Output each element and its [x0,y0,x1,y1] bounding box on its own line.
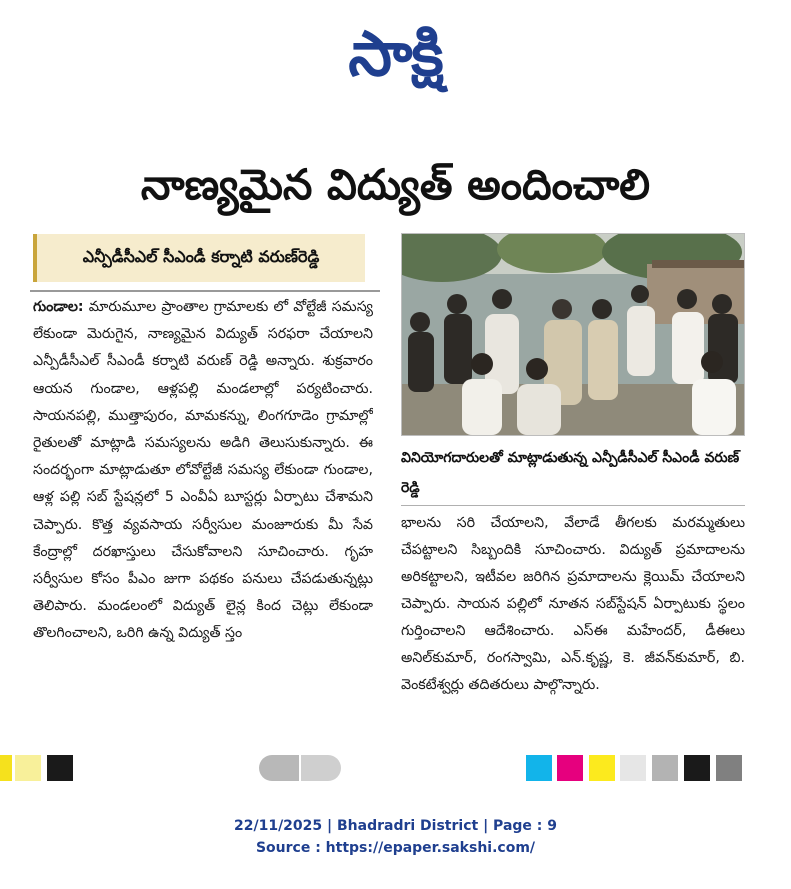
registration-swatch-black-2 [684,755,710,781]
newspaper-masthead: సాక్షి [348,17,443,90]
registration-swatch-gray-mid [652,755,678,781]
registration-swatch-light-yellow [15,755,41,781]
registration-swatch-gray-light [620,755,646,781]
registration-pill-right [301,755,341,781]
news-photo [401,233,745,436]
photo-caption: వినియోగదారులతో మాట్లాడుతున్న ఎన్పీడీసీఎల్ సీఎండీ వరుణ్ రెడ్డి [401,450,740,496]
registration-swatch-yellow-2 [589,755,615,781]
registration-swatch-gray-dark [716,755,742,781]
news-photo-illustration [402,234,744,435]
article-body-left-text: మారుమూల ప్రాంతాల గ్రామాలకు లో వోల్టేజీ సమస్య లేకుండా మెరుగైన, నాణ్యమైన విద్యుత్ సరఫరా చేయాలని ఎన్పీడీసీఎల్ సీఎండీ కర్నాటి వరుణ్ రెడ్డి అన్నారు. శుక్రవారం ఆయన గుండాల, ఆళ్లపల్లి మండలాల్లో పర్యటించారు. సాయనపల్లి, ముత్తాపురం, మామకన్ను, లింగగూడెం గ్రామాల్లో రైతులతో మాట్లాడి సమస్యలను అడిగి తెలుసుకున్నారు. ఈ సందర్భంగా మాట్లాడుతూ లోవోల్టేజీ సమస్య లేకుండా గుండాల, ఆళ్ల పల్లి సబ్ స్టేషన్లలో 5 ఎంవీఏ బూస్టర్లు ఏర్పాటు చేశామని చెప్పారు. కొత్త వ్యవసాయ సర్వీసుల మంజూరుకు మీ సేవ కేంద్రాల్లో దరఖాస్తులు చేసుకోవాలని సూచించారు. గృహ సర్వీసుల కోసం పీఎం జుగా పథకం పనులు చేపడుతున్నట్లు తెలిపారు. మండలంలో విద్యుత్ లైన్ల కింద చెట్లు లేకుండా తొలగించాలని, ఒరిగి ఉన్న విద్యుత్ స్తం [33,299,373,642]
article-dateline: గుండాల: [33,299,84,315]
registration-swatch-black [47,755,73,781]
column-divider-rule [30,290,380,292]
registration-swatch-yellow [0,755,12,781]
article-headline: నాణ్యమైన విద్యుత్ అందించాలి [140,160,651,209]
article-body-right-column: భాలను సరి చేయాలని, వేలాడే తీగలకు మరమ్మతులు చేపట్టాలని సిబ్బందికి సూచించారు. విద్యుత్ ప్రమాదాలను అరికట్టాలని, ఇటీవల జరిగిన ప్రమాదాలను క్లెయిమ్ చేయాలని చెప్పారు. సాయన పల్లిలో నూతన సబ్‌స్టేషన్ ఏర్పాటుకు స్థలం గుర్తించాలని ఆదేశించారు. ఎస్ఈ మహేందర్, డీఈలు అనిల్‌కుమార్, రంగస్వామి, ఎన్.కృష్ణ, కె. జీవన్‌కుమార్, బి. వెంకటేశ్వర్లు తదితరులు పాల్గొన్నారు. [401,515,745,693]
registration-pill-left [259,755,299,781]
registration-swatch-magenta [557,755,583,781]
article-body-left-column [33,294,373,734]
caption-divider-rule [401,505,745,506]
footer-source-line: Source : https://epaper.sakshi.com/ [255,840,536,856]
subheadline-box [33,234,365,282]
article-subheadline: ఎన్పీడీసీఎల్ సీఎండీ కర్నాటి వరుణ్‌రెడ్డి [82,246,320,266]
registration-swatch-cyan [526,755,552,781]
footer-edition-line: 22/11/2025 | Bhadradri District | Page : 9 [233,818,557,834]
